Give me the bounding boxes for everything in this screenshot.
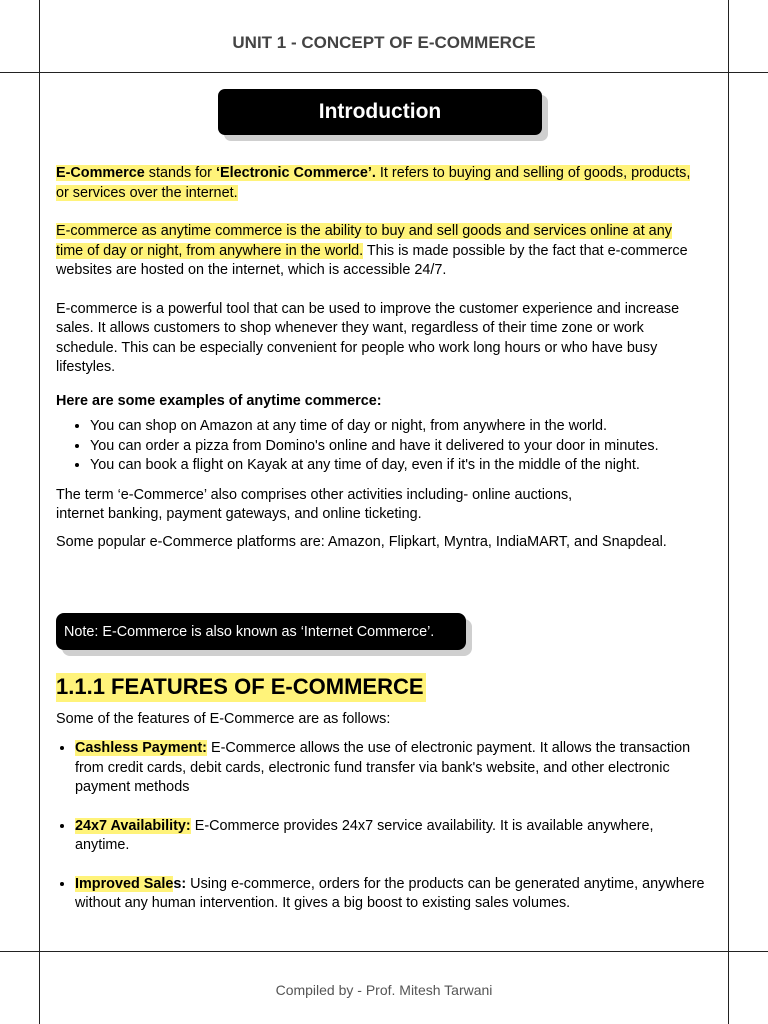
introduction-heading-box	[218, 89, 542, 135]
list-item: • You can order a pizza from Domino's online and have it delivered to your door in minutes.	[90, 437, 701, 457]
term-line-2: internet banking, payment gateways, and online ticketing.	[56, 506, 422, 522]
introduction-content	[56, 164, 701, 552]
term-ecommerce: E-Commerce	[56, 165, 145, 181]
definition-rest: It refers to buying and selling of goods, products, or services over the internet.	[56, 165, 691, 201]
features-intro: Some of the features of E-Commerce are as follows:	[56, 711, 391, 727]
list-item	[75, 875, 705, 914]
header-divider	[0, 72, 768, 73]
paragraph-anytime-commerce	[56, 222, 701, 281]
right-margin-line	[728, 0, 729, 1024]
term-line-1: The term ‘e-Commerce’ also comprises other activities including- online auctions,	[56, 486, 573, 503]
paragraph-powerful-tool: E-commerce is a powerful tool that can be used to improve the customer experience and increase sales. It allows customers to shop whenever they want, regardless of their time zone or work schedule. This can be especially convenient for people who work long hours or who have busy lifestyles.	[56, 300, 680, 375]
list-item: • You can book a flight on Kayak at any time of day, even if it's in the middle of the night.	[90, 456, 701, 476]
feature-text: Using e-commerce, orders for the products can be generated anytime, anywhere without any human intervention. It gives a big boost to existing sales volumes.	[75, 875, 705, 911]
page-header-title: UNIT 1 - CONCEPT OF E-COMMERCE	[232, 33, 536, 52]
examples-list	[56, 417, 701, 476]
anytime-commerce-highlight: E-commerce as anytime commerce is the ability to buy and sell goods and services online at any time of day or night, from anywhere in the world.	[56, 223, 672, 259]
feature-label: 24x7 Availability:	[75, 817, 191, 834]
term-expansion: ‘Electronic Commerce’.	[215, 165, 376, 181]
feature-text: E-Commerce provides 24x7 service availability. It is available anywhere, anytime.	[75, 817, 654, 853]
paragraph-term-activities	[56, 486, 701, 525]
feature-label: Improved Sale	[75, 875, 174, 892]
paragraph-definition	[56, 164, 701, 203]
footer-divider	[0, 951, 768, 952]
definition-mid: stands for	[144, 165, 216, 181]
list-item: • You can shop on Amazon at any time of day or night, from anywhere in the world.	[90, 417, 701, 437]
definition-highlight	[56, 165, 690, 201]
feature-label-tail: s:	[173, 875, 187, 892]
introduction-heading: Introduction	[318, 100, 442, 123]
paragraph-platforms: Some popular e-Commerce platforms are: Amazon, Flipkart, Myntra, IndiaMART, and Snapdeal.	[56, 533, 667, 550]
footer-credit: Compiled by - Prof. Mitesh Tarwani	[275, 982, 493, 998]
feature-label: Cashless Payment:	[75, 740, 207, 756]
list-item	[75, 739, 705, 798]
note-box	[56, 613, 466, 650]
anytime-commerce-rest: This is made possible by the fact that e-commerce websites are hosted on the internet, which is accessible 24/7.	[56, 242, 688, 278]
left-margin-line	[39, 0, 40, 1024]
examples-heading: Here are some examples of anytime commerce:	[56, 392, 382, 409]
feature-text: E-Commerce allows the use of electronic payment. It allows the transaction from credit cards, debit cards, electronic fund transfer via bank's website, and other electronic payment methods	[75, 740, 691, 795]
features-list	[56, 739, 705, 933]
features-heading: 1.1.1 FEATURES OF E-COMMERCE	[56, 673, 426, 702]
note-text: Note: E-Commerce is also known as ‘Internet Commerce’.	[64, 623, 435, 640]
list-item	[75, 817, 705, 856]
